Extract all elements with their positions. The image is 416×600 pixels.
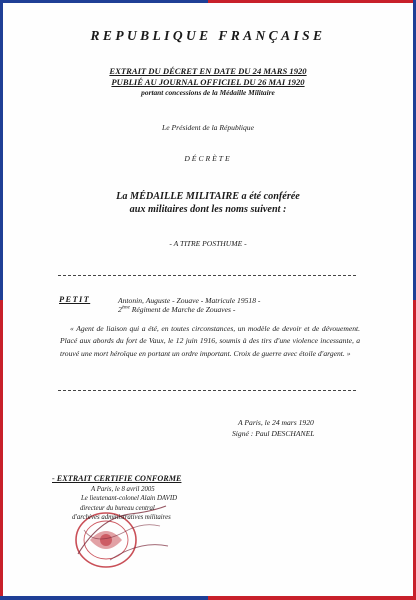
signature-line: Signé : Paul DESCHANEL [232,429,315,438]
president-heading: Le Président de la République [162,123,254,132]
officer-title: directeur du bureau central [80,505,155,512]
border-top-red [208,0,416,3]
separator-bottom [58,390,356,391]
regiment-suffix: ème [121,305,130,311]
posthumous-label: - A TITRE POSTHUME - [169,239,247,248]
archives-office: d'archives administratives militaires [72,514,171,521]
recipient-details: Antonin, Auguste - Zouave - Matricule 19518 - [118,296,261,305]
border-top-blue [0,0,208,3]
recipient-regiment [118,305,235,314]
border-left-red [0,300,3,600]
medal-award-line: La MÉDAILLE MILITAIRE a été conférée [116,191,300,202]
certifying-officer: Le lieutenant-colonel Alain DAVID [81,495,177,502]
separator-top [58,275,356,276]
decree-extract-line: EXTRAIT DU DÉCRET EN DATE DU 24 MARS 1920 [109,66,307,76]
border-bottom-red [208,596,416,600]
decree-subject: portant concessions de la Médaille Militaire [141,88,275,97]
medal-recipients-line: aux militaires dont les noms suivent : [129,204,287,215]
certified-heading: - EXTRAIT CERTIFIE CONFORME [52,474,182,483]
certification-date: A Paris, le 8 avril 2005 [91,486,155,493]
document-title: REPUBLIQUE FRANÇAISE [90,28,326,43]
border-left-blue [0,0,3,300]
recipient-surname: PETIT [59,295,91,304]
journal-officiel-line: PUBLIÉ AU JOURNAL OFFICIEL DU 26 MAI 1920 [111,77,305,87]
border-bottom-blue [0,596,208,600]
regiment-text: Régiment de Marche de Zouaves - [129,305,236,314]
regiment-number: 2 [118,305,122,314]
citation-text: « Agent de liaison qui a été, en toutes circonstances, un modèle de devoir et de dévouement. Placé aux abords du fort de Vaux, le 12 juin 1916, soumis à des tirs d'une violence incessante, a trouvé une mort héroïque en portant un ordre important. Croix de guerre avec étoile d'argent. » [60,324,360,358]
decrete-heading: DÉCRÈTE [184,154,232,163]
place-date: A Paris, le 24 mars 1920 [238,418,314,427]
